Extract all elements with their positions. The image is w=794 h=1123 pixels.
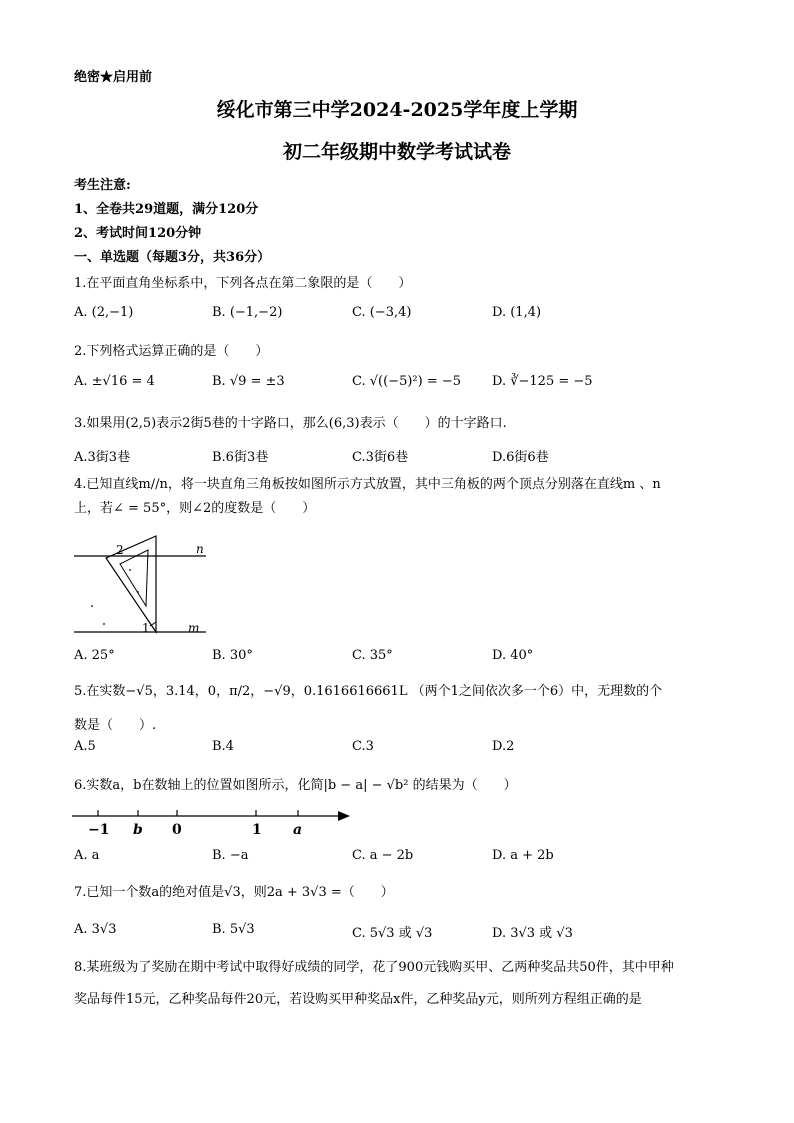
number-line-arrow [338, 811, 350, 821]
q5-option-d: D.2 [492, 739, 515, 754]
q4-option-a: A. 25° [74, 648, 115, 663]
question-7-stem: 7.已知一个数a的绝对值是√3，则2a + 3√3 =（ ） [74, 885, 394, 900]
q1-option-a: A. (2,−1) [74, 305, 134, 320]
q7-option-c: C. 5√3 或 √3 [352, 926, 433, 941]
q2-option-c: C. √((−5)²) = −5 [352, 374, 462, 389]
q7-option-b: B. 5√3 [212, 922, 255, 937]
notes-heading: 考生注意: [74, 178, 131, 193]
q1-option-c: C. (−3,4) [352, 305, 412, 320]
exam-title-line2: 初二年级期中数学考试试卷 [282, 141, 511, 163]
question-6-stem: 6.实数a，b在数轴上的位置如图所示，化简|b − a| − √b² 的结果为（ ） [74, 778, 517, 793]
q5-option-b: B.4 [212, 739, 234, 754]
exam-title-line1: 绥化市第三中学2024-2025学年度上学期 [216, 99, 578, 121]
q3-option-c: C.3街6巷 [352, 450, 409, 465]
q1-option-d: D. (1,4) [492, 305, 542, 320]
q5-option-a: A.5 [74, 739, 96, 754]
section-heading: 一、单选题（每题3分，共36分） [74, 250, 271, 265]
question-4-stem-line1: 4.已知直线m//n，将一块直角三角板按如图所示方式放置，其中三角板的两个顶点分别落在直线m 、n [74, 477, 661, 492]
triangle-outer [106, 536, 156, 632]
q6-option-c: C. a − 2b [352, 848, 414, 863]
angle-2-label: 2 [116, 543, 124, 557]
line-m-label: m [188, 621, 200, 635]
angle-1-label: 1 [142, 621, 150, 635]
q5-option-c: C.3 [352, 739, 374, 754]
question-3-stem: 3.如果用(2,5)表示2街5巷的十字路口，那么(6,3)表示（ ）的十字路口. [74, 416, 507, 431]
dot-mark [91, 605, 93, 607]
number-line-figure [70, 804, 360, 838]
question-2-stem: 2.下列格式运算正确的是（ ） [74, 344, 269, 359]
label-1: 1 [252, 822, 262, 838]
label-0: 0 [172, 822, 182, 838]
question-4-stem-line2: 上，若∠ = 55°，则∠2的度数是（ ） [74, 501, 316, 516]
label-minus-1: −1 [88, 822, 110, 838]
q6-option-d: D. a + 2b [492, 848, 554, 863]
q6-option-b: B. −a [212, 848, 249, 863]
dot-mark [129, 569, 131, 571]
q2-option-d: D. ∛−125 = −5 [492, 374, 593, 389]
triangle-inner [120, 550, 148, 606]
q6-option-a: A. a [74, 848, 100, 863]
q4-option-d: D. 40° [492, 648, 534, 663]
q3-option-a: A.3街3巷 [74, 450, 131, 465]
question-1-stem: 1.在平面直角坐标系中，下列各点在第二象限的是（ ） [74, 276, 412, 291]
question-8-line1: 8.某班级为了奖励在期中考试中取得好成绩的同学，花了900元钱购买甲、乙两种奖品共50件，其中甲种 [74, 960, 674, 975]
note-1: 1、全卷共29道题，满分120分 [74, 202, 259, 217]
q7-option-d: D. 3√3 或 √3 [492, 926, 573, 941]
label-a: a [293, 822, 303, 838]
question-5-stem-line1: 5.在实数−√5，3.14，0，π/2，−√9，0.1616616661L （两个1之间依次多一个6）中，无理数的个 [74, 684, 663, 699]
question-5-stem-line2: 数是（ ）. [74, 718, 157, 733]
confidential-mark: 绝密★启用前 [74, 70, 153, 85]
q2-option-a: A. ±√16 = 4 [74, 374, 155, 389]
q1-option-b: B. (−1,−2) [212, 305, 283, 320]
dot-mark [103, 623, 105, 625]
q3-option-d: D.6街6巷 [492, 450, 549, 465]
note-2: 2、考试时间120分钟 [74, 226, 202, 241]
q3-option-b: B.6街3巷 [212, 450, 269, 465]
q4-option-b: B. 30° [212, 648, 253, 663]
dot-mark [137, 591, 139, 593]
question-8-line2: 奖品每件15元，乙种奖品每件20元，若设购买甲种奖品x件，乙种奖品y元，则所列方程组正确的是 [74, 992, 642, 1007]
parallel-lines-triangle-figure [70, 528, 220, 640]
label-b: b [133, 822, 143, 838]
q2-option-b: B. √9 = ±3 [212, 374, 285, 389]
q7-option-a: A. 3√3 [74, 922, 117, 937]
q4-option-c: C. 35° [352, 648, 393, 663]
line-n-label: n [196, 542, 204, 556]
